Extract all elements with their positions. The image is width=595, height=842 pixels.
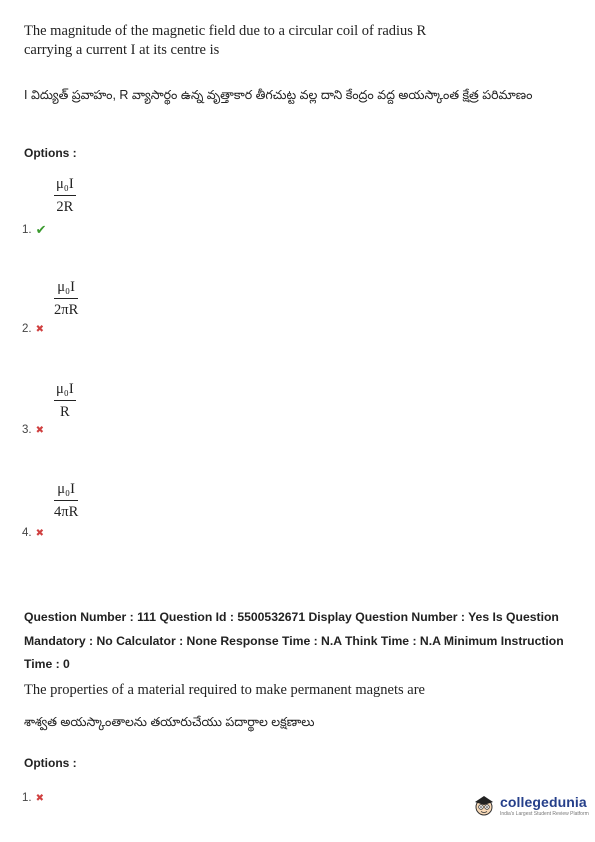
option-2-denominator: 2πR (54, 302, 79, 318)
options-label: Options : (24, 146, 77, 160)
cross-icon: ✖ (35, 527, 44, 539)
checkmark-icon: ✔ (35, 222, 47, 237)
options-label: Options : (24, 756, 77, 770)
question-112-text-english: The properties of a material required to make permanent magnets are (24, 682, 425, 698)
q2-option-1-number: 1. (22, 792, 32, 804)
logo-name: collegedunia (500, 793, 587, 810)
collegedunia-logo (472, 792, 589, 818)
option-1-denominator: 2R (56, 199, 74, 215)
option-4-label[interactable] (22, 527, 44, 539)
option-3-label[interactable] (22, 424, 44, 436)
option-2-formula (54, 279, 78, 319)
cross-icon: ✖ (35, 323, 44, 335)
option-4-denominator: 4πR (54, 504, 79, 520)
question-112-metadata: Question Number : 111 Question Id : 5500532671 Display Question Number : Yes Is Question Mandatory : No Calculator : None Response Time : N.A Think Time : N.A Minimum Instruction Time : 0 (24, 610, 564, 671)
option-3-formula (54, 381, 76, 421)
option-1-label[interactable] (22, 222, 47, 238)
option-3-numerator: μ₀I (56, 381, 74, 397)
question-111-text-telugu: I విద్యుత్ ప్రవాహం, R వ్యాసార్థం ఉన్న వృత్తాకార తీగచుట్ట వల్ల దాని కేంద్రం వద్ద అయస్కాంత క్షేత్ర పరిమాణం (24, 88, 533, 102)
option-2-numerator: μ₀I (57, 279, 75, 295)
option-4-number: 4. (22, 527, 32, 539)
q2-option-1-label[interactable] (22, 792, 44, 804)
option-3-denominator: R (60, 404, 70, 420)
cross-icon: ✖ (35, 792, 44, 804)
logo-tagline: India's Largest Student Review Platform (500, 810, 589, 817)
option-2-label[interactable] (22, 323, 44, 335)
option-4-formula (54, 481, 78, 521)
cross-icon: ✖ (35, 424, 44, 436)
question-111-text-english: The magnitude of the magnetic field due to a circular coil of radius R carrying a current I at its centre is (24, 23, 427, 58)
option-3-number: 3. (22, 424, 32, 436)
option-1-formula (54, 176, 76, 216)
mascot-icon (472, 792, 496, 818)
question-112-text-telugu: శాశ్వత అయస్కాంతాలను తయారుచేయు పదార్థాల లక్షణాలు (24, 715, 315, 729)
option-2-number: 2. (22, 323, 32, 335)
option-1-number: 1. (22, 224, 32, 236)
option-1-numerator: μ₀I (56, 176, 74, 192)
option-4-numerator: μ₀I (57, 481, 75, 497)
